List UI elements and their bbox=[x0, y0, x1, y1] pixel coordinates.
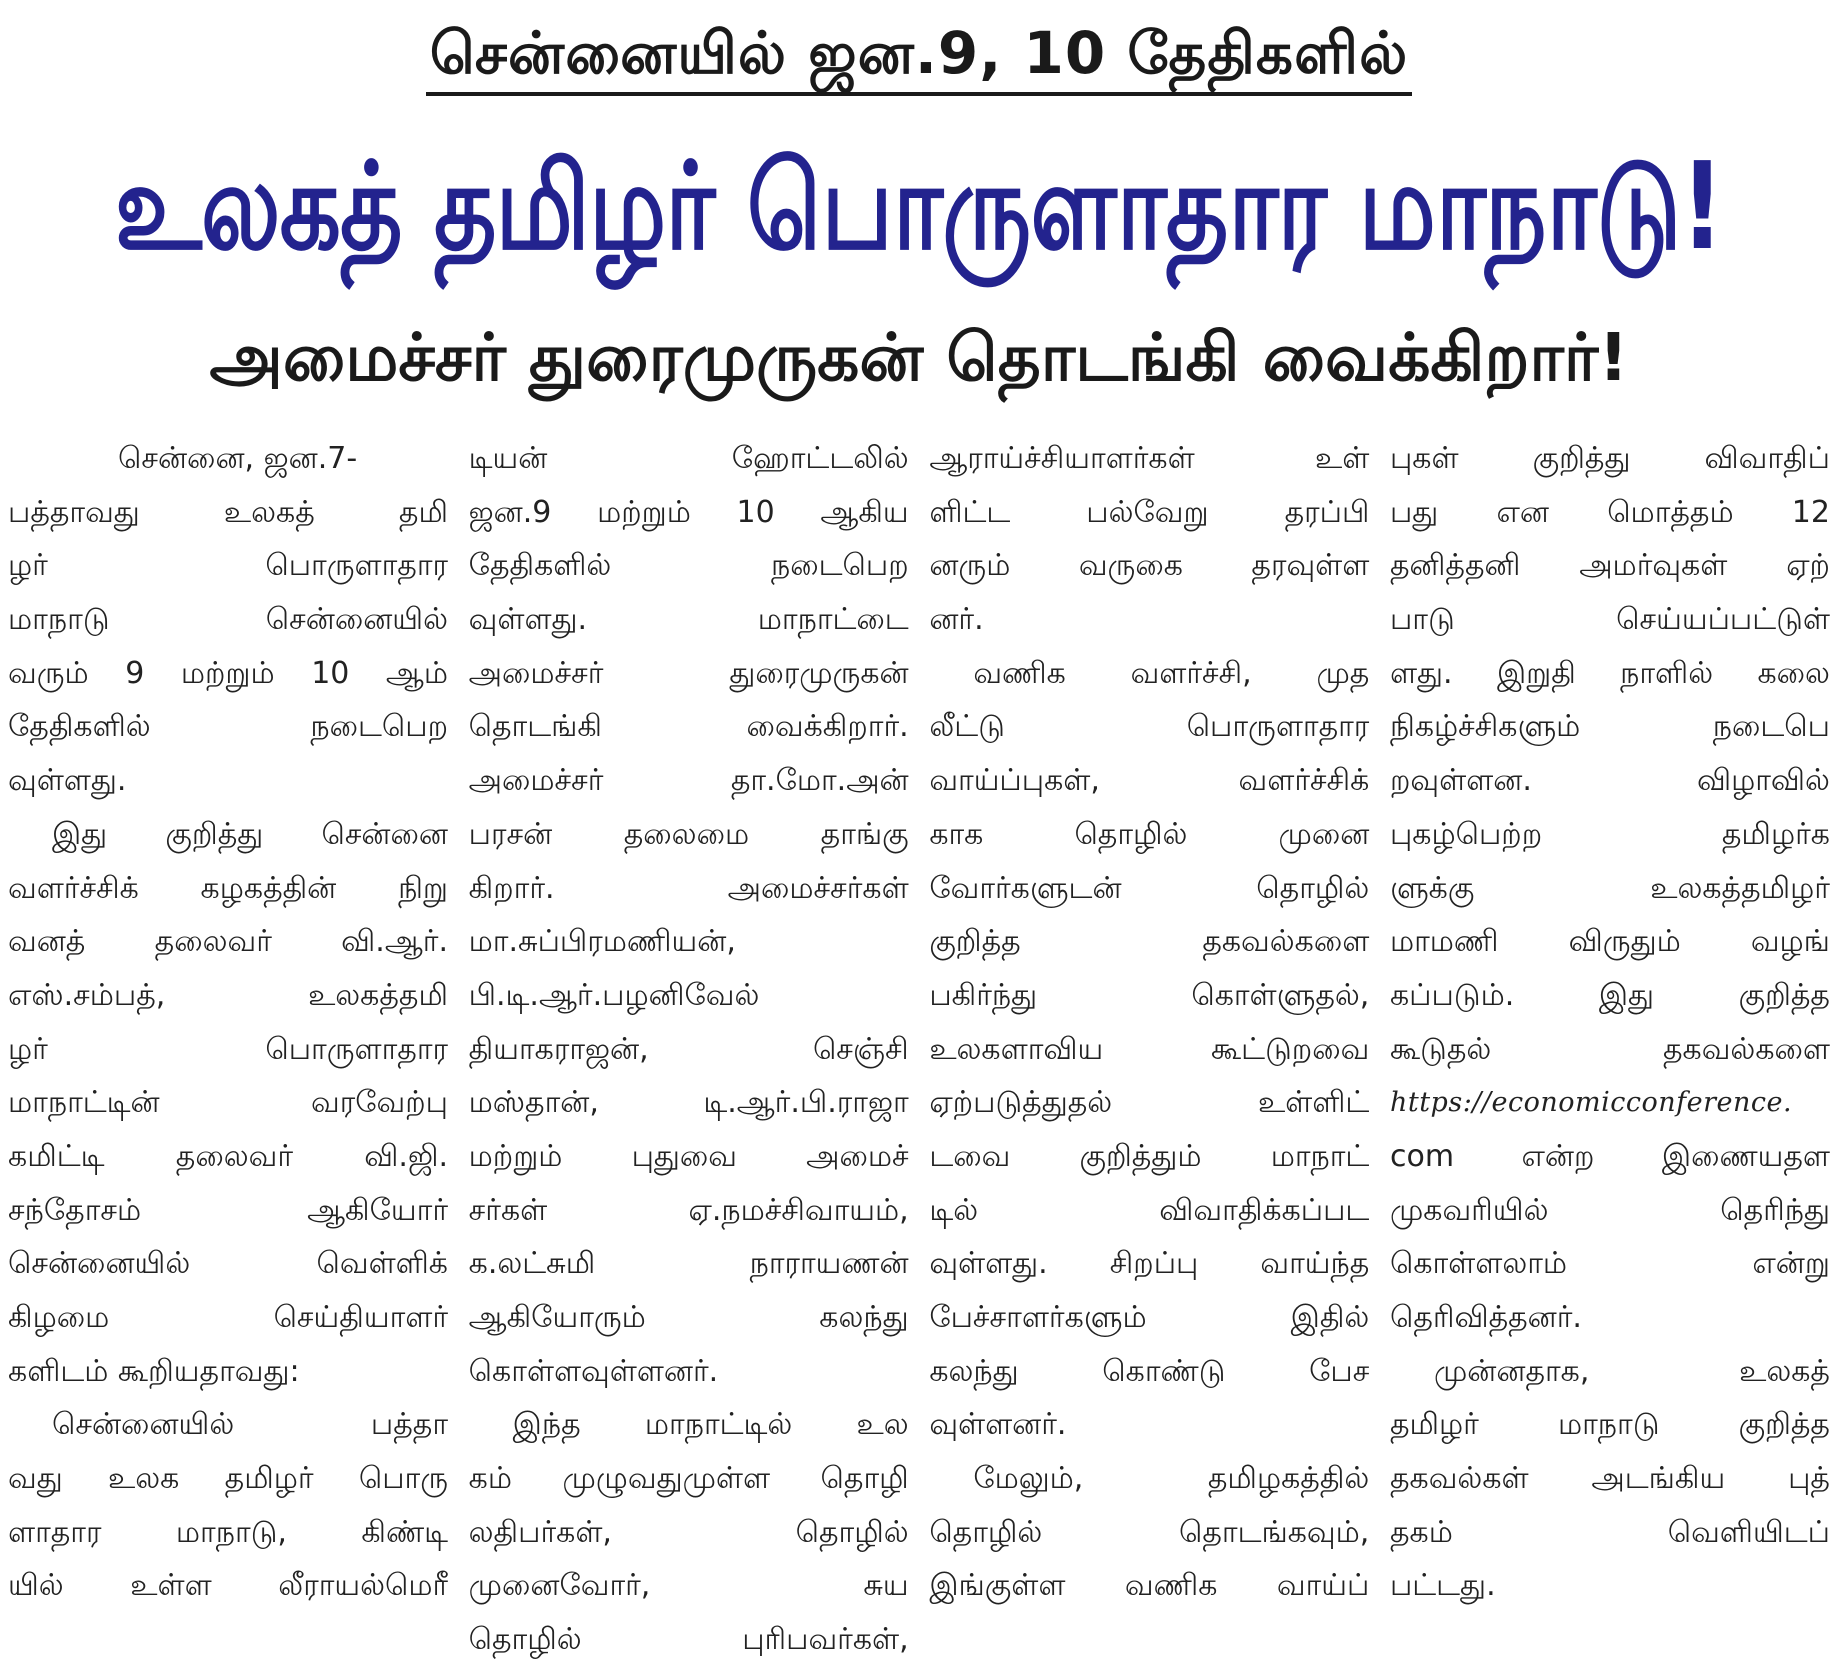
text-line: வோர்களுடன் தொழில் bbox=[929, 870, 1370, 906]
article-column-1 bbox=[8, 432, 448, 1622]
text-line: லதிபர்கள், தொழில் bbox=[468, 1514, 909, 1550]
text-line: மாநாட்டின் வரவேற்பு bbox=[8, 1085, 448, 1121]
text-line: டில் விவாதிக்கப்பட bbox=[929, 1192, 1370, 1228]
text-line: பாடு செய்யப்பட்டுள் bbox=[1389, 602, 1830, 638]
text-line: ளுக்கு உலகத்தமிழர் bbox=[1389, 870, 1830, 906]
text-line: கொள்ளலாம் என்று bbox=[1389, 1246, 1830, 1282]
text-line: மஸ்தான், டி.ஆர்.பி.ராஜா bbox=[468, 1085, 909, 1121]
article-body bbox=[8, 432, 1830, 1658]
text-line: ஏற்படுத்துதல் உள்ளிட் bbox=[929, 1085, 1370, 1121]
text-line: பி.டி.ஆர்.பழனிவேல் bbox=[468, 977, 760, 1013]
text-line: கூடுதல் தகவல்களை bbox=[1389, 1031, 1830, 1067]
text-line: மற்றும் புதுவை அமைச் bbox=[468, 1138, 909, 1174]
text-line: சென்னையில் வெள்ளிக் bbox=[8, 1246, 448, 1282]
text-line: லீட்டு பொருளாதார bbox=[929, 709, 1370, 745]
text-line: க.லட்சுமி நாராயணன் bbox=[468, 1246, 909, 1282]
text-line: பட்டது. bbox=[1389, 1568, 1496, 1604]
text-line: அமைச்சர் தா.மோ.அன் bbox=[468, 763, 909, 799]
text-line: சர்கள் ஏ.நமச்சிவாயம், bbox=[468, 1192, 909, 1228]
text-line: com என்ற இணையதள bbox=[1389, 1138, 1830, 1174]
text-line: அமைச்சர் துரைமுருகன் bbox=[468, 655, 909, 691]
text-line: வனத் தலைவர் வி.ஆர். bbox=[8, 924, 448, 960]
text-line: இந்த மாநாட்டில் உல bbox=[512, 1407, 909, 1443]
text-line: வுள்ளது. மாநாட்டை bbox=[468, 602, 909, 638]
text-line: வணிக வளர்ச்சி, முத bbox=[973, 655, 1370, 691]
text-line: முகவரியில் தெரிந்து bbox=[1389, 1192, 1830, 1228]
text-line: பேச்சாளர்களும் இதில் bbox=[929, 1300, 1370, 1335]
dateline: சென்னை, ஜன.7- bbox=[118, 441, 358, 476]
text-line: புகள் குறித்து விவாதிப் bbox=[1389, 441, 1830, 476]
text-line: தகவல்கள் அடங்கிய புத் bbox=[1389, 1461, 1830, 1497]
text-line: டவை குறித்தும் மாநாட் bbox=[929, 1138, 1370, 1174]
text-line: கமிட்டி தலைவர் வி.ஜி. bbox=[8, 1138, 448, 1174]
text-line: உலகளாவிய கூட்டுறவை bbox=[929, 1031, 1370, 1067]
text-line: தொழில் தொடங்கவும், bbox=[929, 1514, 1370, 1550]
text-line: றவுள்ளன. விழாவில் bbox=[1389, 763, 1830, 799]
text-line: தனித்தனி அமர்வுகள் ஏற் bbox=[1389, 548, 1830, 584]
text-line: னர். bbox=[929, 602, 984, 638]
website-url: https://economicconference. bbox=[1389, 1087, 1793, 1119]
text-line: கப்படும். இது குறித்த bbox=[1389, 977, 1830, 1013]
text-line: ஆகியோரும் கலந்து bbox=[468, 1300, 909, 1335]
text-line: வாய்ப்புகள், வளர்ச்சிக் bbox=[929, 763, 1370, 799]
text-line: எஸ்.சம்பத், உலகத்தமி bbox=[8, 977, 448, 1013]
text-line: இங்குள்ள வணிக வாய்ப் bbox=[929, 1568, 1370, 1604]
text-line: கிழமை செய்தியாளர் bbox=[8, 1300, 448, 1335]
text-line: களிடம் கூறியதாவது: bbox=[8, 1353, 300, 1389]
text-line: தேதிகளில் நடைபெற bbox=[468, 548, 909, 584]
text-line: புகழ்பெற்ற தமிழர்க bbox=[1389, 816, 1830, 852]
text-line: கொள்ளவுள்ளனர். bbox=[468, 1353, 719, 1389]
headline: உலகத் தமிழர் பொருளாதார மாநாடு! bbox=[114, 136, 1724, 277]
text-line: மாமணி விருதும் வழங் bbox=[1389, 924, 1830, 960]
text-line: தமிழர் மாநாடு குறித்த bbox=[1389, 1407, 1830, 1443]
text-line: வுள்ளனர். bbox=[929, 1407, 1067, 1443]
text-line: மேலும், தமிழகத்தில் bbox=[973, 1461, 1370, 1497]
text-line: கலந்து கொண்டு பேச bbox=[929, 1353, 1370, 1389]
text-line: மாநாடு சென்னையில் bbox=[8, 602, 448, 638]
text-line: வரும் 9 மற்றும் 10 ஆம் bbox=[8, 655, 448, 691]
article-column-4 bbox=[1390, 432, 1830, 1622]
text-line: டியன் ஹோட்டலில் bbox=[468, 441, 909, 476]
text-line: ளது. இறுதி நாளில் கலை bbox=[1389, 655, 1830, 691]
text-line: கம் முழுவதுமுள்ள தொழி bbox=[468, 1461, 909, 1497]
text-line: குறித்த தகவல்களை bbox=[929, 924, 1370, 960]
text-line: நிகழ்ச்சிகளும் நடைபெ bbox=[1389, 709, 1830, 745]
text-line: பது என மொத்தம் 12 bbox=[1389, 494, 1830, 530]
text-line: வுள்ளது. bbox=[8, 763, 127, 799]
text-line: மா.சுப்பிரமணியன், bbox=[468, 924, 736, 960]
text-line: ளாதார மாநாடு, கிண்டி bbox=[8, 1514, 448, 1550]
text-line: பரசன் தலைமை தாங்கு bbox=[468, 816, 909, 852]
text-line: தியாகராஜன், செஞ்சி bbox=[468, 1031, 909, 1067]
text-line: வது உலக தமிழர் பொரு bbox=[8, 1461, 448, 1497]
text-line: ஆராய்ச்சியாளர்கள் உள் bbox=[929, 441, 1370, 476]
text-line: சந்தோசம் ஆகியோர் bbox=[8, 1192, 448, 1228]
text-line: தெரிவித்தனர். bbox=[1389, 1300, 1582, 1335]
text-line: தொழில் புரிபவர்கள், bbox=[468, 1622, 909, 1658]
kicker-line: சென்னையில் ஜன.9, 10 தேதிகளில் bbox=[426, 22, 1412, 96]
text-line: பகிர்ந்து கொள்ளுதல், bbox=[929, 977, 1370, 1013]
article-column-2 bbox=[468, 432, 909, 1658]
text-line: முனைவோர், சுய bbox=[468, 1568, 909, 1604]
text-line: ளிட்ட பல்வேறு தரப்பி bbox=[929, 494, 1370, 530]
text-line: ஜன.9 மற்றும் 10 ஆகிய bbox=[468, 494, 909, 530]
text-line: வளர்ச்சிக் கழகத்தின் நிறு bbox=[8, 870, 448, 906]
text-line: இது குறித்து சென்னை bbox=[52, 816, 448, 852]
text-line: ழர் பொருளாதார bbox=[8, 548, 448, 584]
text-line: சென்னையில் பத்தா bbox=[52, 1407, 448, 1443]
text-line: னரும் வருகை தரவுள்ள bbox=[929, 548, 1370, 584]
text-line: முன்னதாக, உலகத் bbox=[1433, 1353, 1830, 1389]
text-line: ழர் பொருளாதார bbox=[8, 1031, 448, 1067]
text-line: வுள்ளது. சிறப்பு வாய்ந்த bbox=[929, 1246, 1370, 1282]
text-line: பத்தாவது உலகத் தமி bbox=[8, 494, 448, 530]
subheadline: அமைச்சர் துரைமுருகன் தொடங்கி வைக்கிறார்! bbox=[209, 319, 1629, 396]
text-line: யில் உள்ள லீராயல்மெரீ bbox=[8, 1568, 448, 1604]
text-line: கிறார். அமைச்சர்கள் bbox=[468, 870, 909, 906]
text-line: தொடங்கி வைக்கிறார். bbox=[468, 709, 909, 745]
text-line: காக தொழில் முனை bbox=[929, 816, 1370, 852]
text-line: தகம் வெளியிடப் bbox=[1389, 1514, 1830, 1550]
kicker-container bbox=[0, 19, 1838, 96]
article-column-3 bbox=[929, 432, 1369, 1622]
text-line: தேதிகளில் நடைபெற bbox=[8, 709, 448, 745]
